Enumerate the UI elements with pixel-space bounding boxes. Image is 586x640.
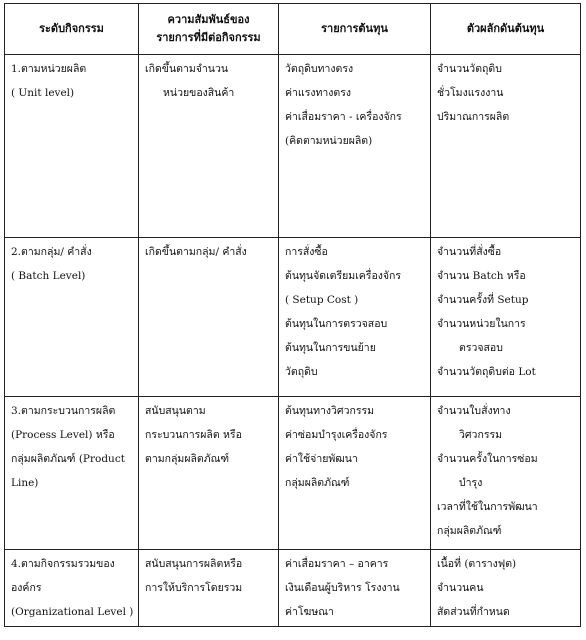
text-line: จำนวนครั้งที่ Setup [437, 294, 529, 306]
header-relation-line: ความสัมพันธ์ของ [167, 13, 250, 26]
text-line: (Organizational Level ) [11, 606, 134, 618]
text-line: (Process Level) หรือ [11, 429, 115, 441]
cell-costs [279, 55, 431, 238]
activity-cost-table [4, 3, 581, 627]
text-line: กระบวนการผลิต หรือ [145, 429, 242, 441]
text-line: จำนวนหน่วยในการ [437, 318, 526, 330]
table-row [5, 550, 581, 627]
header-cost-drivers: ตัวผลักดันต้นทุน [431, 4, 581, 55]
text-line: จำนวนใบสั่งทาง [437, 405, 511, 417]
table-row [5, 238, 581, 397]
text-line: วิศวกรรม [459, 429, 503, 441]
cell-relation [139, 238, 279, 397]
text-line: ค่าใช้จ่ายพัฒนา [285, 453, 358, 465]
cell-costs [279, 238, 431, 397]
text-line: 3.ตามกระบวนการผลิต [11, 405, 116, 417]
cell-drivers [431, 55, 581, 238]
text-line: ค่าเสื่อมราคา – อาคาร [285, 558, 389, 570]
cell-costs [279, 550, 431, 627]
text-line: จำนวนวัตถุดิบ [437, 63, 502, 75]
text-line: ปริมาณการผลิต [437, 111, 510, 123]
text-line: เกิดขึ้นตามกลุ่ม/ คำสั่ง [145, 246, 247, 258]
cell-drivers [431, 238, 581, 397]
text-line: ค่าแรงทางตรง [285, 87, 351, 99]
text-line: 1.ตามหน่วยผลิต [11, 63, 87, 75]
text-line: ค่าซ่อมบำรุงเครื่องจักร [285, 429, 388, 441]
text-line: จำนวนครั้งในการซ่อม [437, 453, 538, 465]
cell-level [5, 550, 139, 627]
text-line: ต้นทุนในการตรวจสอบ [285, 318, 388, 330]
text-line: Line) [11, 477, 39, 489]
cell-relation [139, 55, 279, 238]
text-line: กลุ่มผลิตภัณฑ์ [285, 477, 350, 489]
text-line: 2.ตามกลุ่ม/ คำสั่ง [11, 246, 92, 258]
table-row [5, 55, 581, 238]
text-line: จำนวน Batch หรือ [437, 270, 526, 282]
table-row [5, 397, 581, 550]
text-line: ตรวจสอบ [459, 342, 503, 354]
text-line: การสั่งซื้อ [285, 246, 328, 258]
text-line: เนื้อที่ (ตารางฟุต) [437, 558, 517, 570]
text-line: จำนวนคน [437, 582, 484, 594]
header-relation-line: รายการที่มีต่อกิจกรรม [156, 31, 261, 44]
text-line: สนับสนุนการผลิตหรือ [145, 558, 243, 570]
header-relation [139, 4, 279, 55]
text-line: การให้บริการโดยรวม [145, 582, 243, 594]
text-line: เวลาที่ใช้ในการพัฒนา [437, 501, 538, 513]
text-line: สัดส่วนที่กำหนด [437, 606, 510, 618]
text-line: เกิดขึ้นตามจำนวน [145, 63, 229, 75]
text-line: (คิดตามหน่วยผลิต) [285, 135, 373, 147]
text-line: วัตถุดิบทางตรง [285, 63, 354, 75]
header-row [5, 4, 581, 55]
text-line: สนับสนุนตาม [145, 405, 206, 417]
text-line: องค์กร [11, 582, 42, 594]
text-line: ( Batch Level) [11, 270, 86, 282]
text-line: ( Unit level) [11, 87, 75, 99]
text-line: ต้นทุนทางวิศวกรรม [285, 405, 375, 417]
text-line: หน่วยของสินค้า [163, 87, 235, 99]
header-activity-level: ระดับกิจกรรม [5, 4, 139, 55]
cell-level [5, 55, 139, 238]
text-line: ตามกลุ่มผลิตภัณฑ์ [145, 453, 230, 465]
text-line: ชั่วโมงแรงงาน [437, 87, 504, 99]
text-line: กลุ่มผลิตภัณฑ์ (Product [11, 453, 125, 465]
text-line: ค่าโฆษณา [285, 606, 334, 618]
cell-relation [139, 397, 279, 550]
text-line: 4.ตามกิจกรรมรวมของ [11, 558, 115, 570]
cell-drivers [431, 550, 581, 627]
text-line: วัตถุดิบ [285, 366, 318, 378]
text-line: กลุ่มผลิตภัณฑ์ [437, 525, 502, 537]
header-cost-items: รายการต้นทุน [279, 4, 431, 55]
text-line: ต้นทุนในการขนย้าย [285, 342, 376, 354]
text-line: ค่าเสื่อมราคา - เครื่องจักร [285, 111, 402, 123]
text-line: บำรุง [459, 477, 483, 489]
text-line: ต้นทุนจัดเตรียมเครื่องจักร [285, 270, 402, 282]
text-line: จำนวนวัตถุดิบต่อ Lot [437, 366, 536, 378]
cell-relation [139, 550, 279, 627]
cell-level [5, 397, 139, 550]
cell-drivers [431, 397, 581, 550]
text-line: จำนวนที่สั่งซื้อ [437, 246, 502, 258]
cell-costs [279, 397, 431, 550]
text-line: ( Setup Cost ) [285, 294, 359, 306]
text-line: เงินเดือนผู้บริหาร โรงงาน [285, 582, 400, 594]
cell-level [5, 238, 139, 397]
